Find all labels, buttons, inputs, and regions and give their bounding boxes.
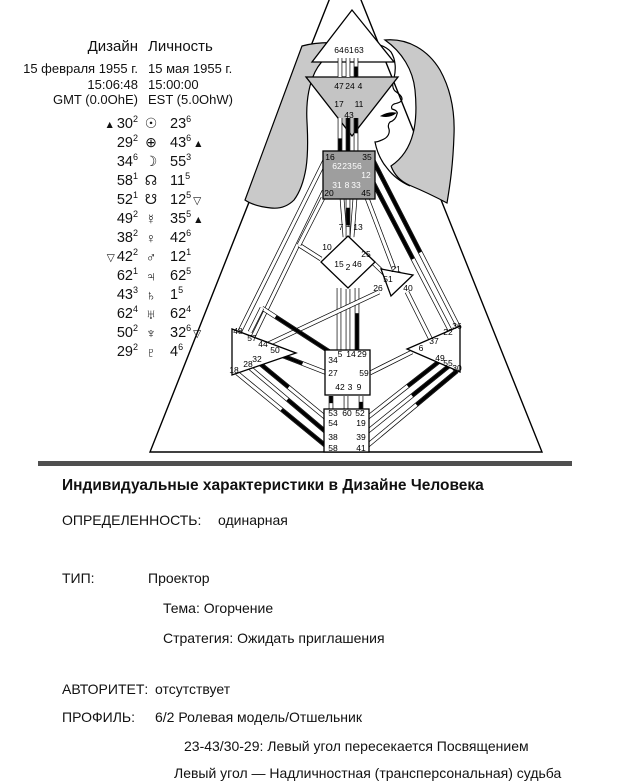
profile-line: [62, 709, 362, 725]
personality-gate-value: $55^3$: [170, 151, 192, 170]
theme-line: Тема: Огорчение: [163, 600, 274, 616]
personality-gate-value: $1^5$: [170, 284, 184, 303]
gate-46: 46: [352, 259, 362, 269]
gate-9: 9: [356, 382, 362, 392]
neptune-symbol: ♆: [145, 324, 157, 341]
gate-11: 11: [354, 99, 364, 109]
definition-line: [62, 512, 288, 528]
design-birth-data: [0, 61, 138, 108]
design-marker-icon: ▲: [104, 118, 115, 131]
separator-bar: [38, 461, 572, 466]
gate-43: 43: [344, 110, 354, 120]
design-date: 15 февраля 1955 г.: [23, 61, 138, 76]
personality-gate-value: $12^5$ ▽: [170, 189, 202, 208]
personality-birth-data: [148, 61, 233, 108]
design-gate-value: ▲ $30^2$: [104, 113, 138, 132]
planet-row-jupiter: [72, 266, 234, 285]
personality-marker-icon: ▽: [193, 194, 202, 207]
gate-40: 40: [403, 283, 413, 293]
type-line: [62, 570, 210, 586]
design-gate-value: $62^1$: [116, 265, 138, 284]
gate-2: 2: [345, 262, 351, 272]
gate-26: 26: [373, 283, 383, 293]
design-gate-value: $50^2$: [116, 322, 138, 341]
gate-41: 41: [356, 443, 366, 453]
gate-63: 63: [354, 45, 364, 55]
gate-47: 47: [334, 81, 344, 91]
gate-21: 21: [391, 264, 401, 274]
design-gate-value: $58^1$: [116, 170, 138, 189]
gate-33: 33: [351, 180, 361, 190]
planet-row-earth: [72, 133, 234, 152]
gate-45: 45: [361, 188, 371, 198]
design-gate-value: $38^2$: [116, 227, 138, 246]
gate-15: 15: [334, 259, 344, 269]
moon-symbol: ☽: [144, 153, 158, 169]
gate-6: 6: [418, 343, 424, 353]
gate-35: 35: [362, 152, 372, 162]
saturn-symbol: ♄: [145, 286, 157, 303]
profile-label: ПРОФИЛЬ:: [62, 709, 135, 725]
planet-row-mars: [72, 247, 234, 266]
jupiter-symbol: ♃: [145, 267, 157, 284]
gate-55: 55: [443, 358, 453, 368]
gate-29: 29: [357, 349, 367, 359]
gate-61: 61: [344, 45, 354, 55]
authority-value: отсутствует: [155, 681, 231, 697]
definition-value: одинарная: [218, 512, 288, 528]
gate-18: 18: [229, 365, 239, 375]
planet-row-uranus: [72, 304, 234, 323]
design-timezone: GMT (0.0OhE): [52, 92, 138, 107]
personality-gate-value: $23^6$: [170, 113, 192, 132]
gate-62: 62: [332, 161, 342, 171]
personality-gate-value: $4^6$: [170, 341, 184, 360]
gate-25: 25: [361, 249, 371, 259]
planet-row-sun: [72, 114, 234, 133]
planet-row-saturn: [72, 285, 234, 304]
pluto-symbol: ♇: [145, 343, 157, 360]
definition-label: ОПРЕДЕЛЕННОСТЬ:: [62, 512, 202, 528]
strategy-line: Стратегия: Ожидать приглашения: [163, 630, 385, 646]
gate-52: 52: [355, 408, 365, 418]
gate-7: 7: [338, 222, 344, 232]
mars-symbol: ♂: [145, 248, 157, 265]
gate-5: 5: [337, 349, 343, 359]
gate-19: 19: [356, 418, 366, 428]
report-title: Индивидуальные характеристики в Дизайне Человека: [62, 477, 484, 494]
personality-gate-value: $12^1$: [170, 246, 192, 265]
gate-51: 51: [383, 274, 393, 284]
type-label: ТИП:: [62, 570, 95, 586]
personality-gate-value: $43^6$ ▲: [170, 132, 204, 151]
south-node-symbol: ☋: [144, 191, 158, 207]
personality-date: 15 мая 1955 г.: [148, 61, 233, 76]
gate-38: 38: [328, 432, 338, 442]
design-time: 15:06:48: [87, 76, 138, 92]
personality-marker-icon: ▲: [193, 213, 204, 226]
planet-row-venus: [72, 228, 234, 247]
north-node-symbol: ☊: [144, 172, 158, 188]
personality-column-header: Личность: [148, 38, 213, 55]
gate-64: 64: [334, 45, 344, 55]
planet-row-south-node: [72, 190, 234, 209]
gate-4: 4: [357, 81, 363, 91]
design-gate-value: $29^2$: [116, 341, 138, 360]
authority-line: [62, 681, 230, 697]
gate-39: 39: [356, 432, 366, 442]
gate-22: 22: [443, 327, 453, 337]
personality-gate-value: $32^6$ ▽: [170, 322, 202, 341]
gate-34: 34: [328, 355, 338, 365]
design-gate-value: $43^3$: [116, 284, 138, 303]
personality-gate-value: $35^5$ ▲: [170, 208, 204, 227]
gate-48: 48: [233, 326, 243, 336]
gate-1: 1: [345, 219, 351, 229]
gate-24: 24: [345, 81, 355, 91]
design-gate-value: $29^2$: [116, 132, 138, 151]
gate-17: 17: [334, 99, 344, 109]
incarnation-cross-line: 23-43/30-29: Левый угол пересекается Посвящением: [184, 738, 529, 754]
gate-57: 57: [247, 333, 257, 343]
earth-symbol: ⊕: [145, 134, 157, 150]
gate-10: 10: [322, 242, 332, 252]
personality-gate-value: $42^6$: [170, 227, 192, 246]
planet-row-moon: [72, 152, 234, 171]
gate-44: 44: [258, 339, 268, 349]
gate-58: 58: [328, 443, 338, 453]
design-marker-icon: ▽: [106, 251, 115, 264]
planet-row-north-node: [72, 171, 234, 190]
design-gate-value: $49^2$: [116, 208, 138, 227]
gate-59: 59: [359, 368, 369, 378]
uranus-symbol: ♅: [145, 305, 157, 322]
gate-20: 20: [324, 188, 334, 198]
gate-30: 30: [452, 363, 462, 373]
planet-activations-table: [72, 114, 234, 361]
gate-36: 36: [452, 321, 462, 331]
gate-50: 50: [270, 345, 280, 355]
gate-53: 53: [328, 408, 338, 418]
planet-row-pluto: [72, 342, 234, 361]
gate-49: 49: [435, 353, 445, 363]
gate-14: 14: [346, 349, 356, 359]
authority-label: АВТОРИТЕТ:: [62, 681, 149, 697]
gate-56: 56: [352, 161, 362, 171]
gate-28: 28: [243, 359, 253, 369]
personality-marker-icon: ▽: [193, 327, 202, 340]
gate-16: 16: [325, 152, 335, 162]
personality-marker-icon: ▲: [193, 137, 204, 150]
gate-8: 8: [344, 180, 350, 190]
mercury-symbol: ☿: [145, 210, 157, 227]
planet-row-neptune: [72, 323, 234, 342]
gate-37: 37: [429, 336, 439, 346]
gate-3: 3: [347, 382, 353, 392]
design-gate-value: $34^6$: [116, 151, 138, 170]
type-value: Проектор: [148, 570, 210, 586]
design-gate-value: ▽ $42^2$: [106, 246, 138, 265]
design-gate-value: $62^4$: [116, 303, 138, 322]
profile-value: 6/2 Ролевая модель/Отшельник: [155, 709, 362, 725]
sun-symbol: ☉: [144, 115, 158, 131]
planet-row-mercury: [72, 209, 234, 228]
angle-line: Левый угол — Надличностная (трансперсональная) судьба: [174, 765, 562, 781]
gate-32: 32: [252, 354, 262, 364]
gate-27: 27: [328, 368, 338, 378]
gate-12: 12: [361, 170, 371, 180]
personality-gate-value: $62^4$: [170, 303, 192, 322]
gate-31: 31: [332, 180, 342, 190]
personality-timezone: EST (5.0OhW): [148, 92, 234, 107]
gate-60: 60: [342, 408, 352, 418]
gate-42: 42: [335, 382, 345, 392]
personality-gate-value: $11^5$: [170, 170, 191, 189]
personality-time: 15:00:00: [148, 76, 199, 92]
personality-gate-value: $62^5$: [170, 265, 192, 284]
gate-13: 13: [353, 222, 363, 232]
venus-symbol: ♀: [145, 229, 157, 246]
design-gate-value: $52^1$: [116, 189, 138, 208]
gate-54: 54: [328, 418, 338, 428]
design-column-header: Дизайн: [87, 38, 138, 55]
gate-23: 23: [342, 161, 352, 171]
